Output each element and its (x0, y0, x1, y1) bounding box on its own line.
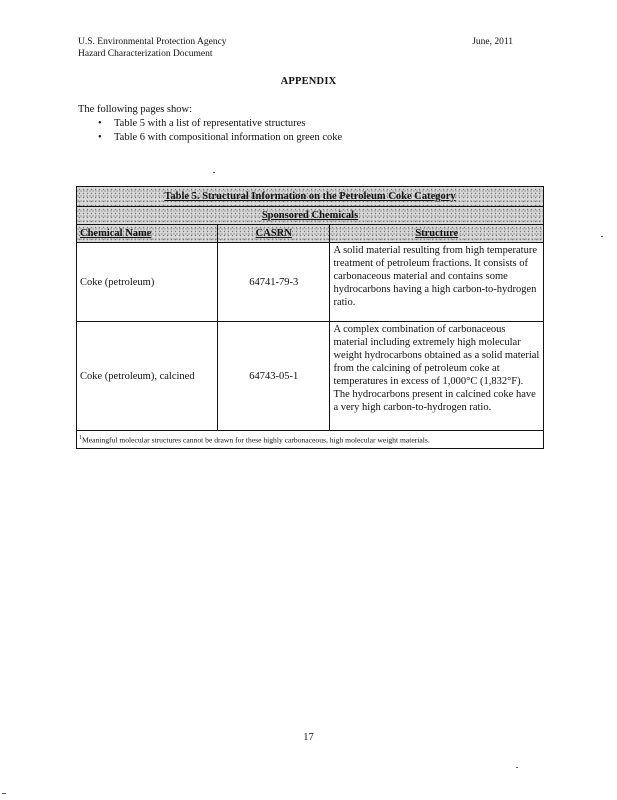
cell-structure: A complex combination of carbonaceous material including extremely high molecular weight hydrocarbons obtained as a solid material from the calcining of petroleum coke at temperatures in excess of 1,000°C (1,832°F). The hydrocarbons present in calcined coke have a very high carbon-to-hydrogen ratio. (330, 322, 544, 431)
bullet-icon: • (98, 118, 102, 129)
cell-chemical-name: Coke (petroleum), calcined (77, 322, 218, 431)
page-number: 17 (303, 732, 314, 743)
structural-information-table (76, 186, 544, 449)
scan-speck (601, 236, 603, 237)
cell-structure: A solid material resulting from high temperature treatment of petroleum fractions. It consists of carbonaceous material and contains some hydrocarbons having a high carbon-to-hydrogen ratio. (330, 243, 544, 322)
cell-casrn: 64741-79-3 (218, 243, 330, 322)
scan-speck (516, 767, 518, 768)
table-footnote (77, 431, 544, 449)
table-title-row (77, 187, 544, 207)
footnote-marker: 1 (79, 435, 82, 441)
column-header-chemical-name: Chemical Name (77, 225, 218, 243)
column-header-structure: Structure (330, 225, 544, 243)
bullet-item (96, 117, 342, 131)
header-agency-block (78, 36, 227, 60)
header-date: June, 2011 (472, 37, 513, 47)
bullet-icon: • (98, 132, 102, 143)
cell-casrn: 64743-05-1 (218, 322, 330, 431)
table-subtitle: Sponsored Chemicals (77, 207, 544, 225)
bullet-item (96, 131, 342, 145)
table-header-row (77, 225, 544, 243)
scan-speck (2, 793, 6, 794)
appendix-bullet-list (96, 117, 342, 145)
appendix-intro: The following pages show: (78, 104, 193, 115)
table-footnote-row (77, 431, 544, 449)
bullet-text: Table 5 with a list of representative structures (114, 118, 306, 129)
header-document-title: Hazard Characterization Document (78, 49, 213, 59)
table-row (77, 322, 544, 431)
header-agency: U.S. Environmental Protection Agency (78, 37, 227, 47)
cell-chemical-name: Coke (petroleum) (77, 243, 218, 322)
appendix-heading: APPENDIX (280, 76, 337, 87)
column-header-casrn: CASRN (218, 225, 330, 243)
table-subtitle-row (77, 207, 544, 225)
bullet-text: Table 6 with compositional information on green coke (114, 132, 343, 143)
scan-speck (213, 172, 215, 173)
table-title: Table 5. Structural Information on the Petroleum Coke Category (77, 187, 544, 207)
footnote-text: Meaningful molecular structures cannot be drawn for these highly carbonaceous, high molecular weight materials. (82, 435, 430, 445)
table-row (77, 243, 544, 322)
